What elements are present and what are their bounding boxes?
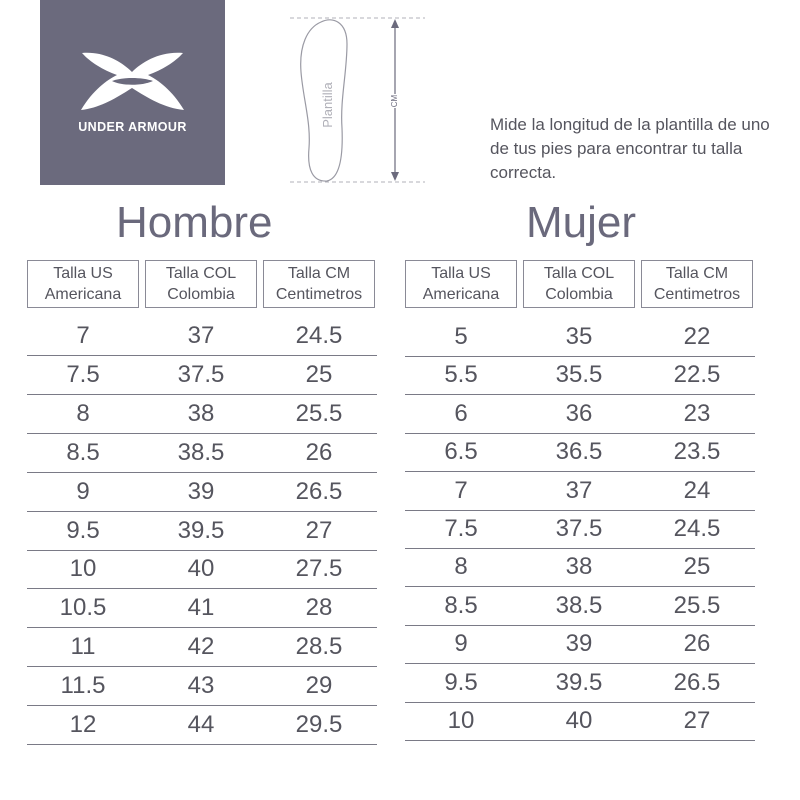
header-line2: Americana bbox=[44, 286, 122, 303]
header-line2: Centimetros bbox=[275, 286, 363, 303]
us-size-cell: 8.5 bbox=[66, 439, 100, 466]
cm-size-cell: 28.5 bbox=[295, 633, 343, 660]
col-size-cell: 37.5 bbox=[555, 515, 603, 542]
table-row bbox=[27, 434, 377, 473]
cm-size-cell: 26 bbox=[305, 439, 333, 466]
cm-size-cell: 23 bbox=[683, 400, 711, 427]
cm-size-cell: 28 bbox=[305, 594, 333, 621]
col-size-cell: 43 bbox=[187, 672, 215, 699]
col-size-cell: 42 bbox=[187, 633, 215, 660]
header-us bbox=[405, 260, 517, 308]
col-size-cell: 40 bbox=[565, 707, 593, 734]
table-row bbox=[27, 512, 377, 551]
col-size-cell: 39.5 bbox=[555, 669, 603, 696]
cm-size-cell: 25.5 bbox=[295, 400, 343, 427]
table-row bbox=[27, 589, 377, 628]
header-line1: Talla US bbox=[431, 265, 491, 282]
us-size-cell: 12 bbox=[69, 711, 97, 738]
measure-label: CM bbox=[390, 94, 400, 108]
col-size-cell: 39 bbox=[187, 478, 215, 505]
us-size-cell: 11.5 bbox=[60, 672, 106, 699]
header-line2: Colombia bbox=[545, 286, 613, 303]
header-cm bbox=[263, 260, 375, 308]
us-size-cell: 6 bbox=[454, 400, 468, 427]
col-size-cell: 38.5 bbox=[555, 592, 603, 619]
brand-name: UNDER ARMOUR bbox=[78, 120, 187, 134]
table-row bbox=[405, 702, 755, 741]
col-size-cell: 44 bbox=[187, 711, 215, 738]
cm-size-cell: 29.5 bbox=[295, 711, 343, 738]
table-row bbox=[27, 706, 377, 745]
us-size-cell: 5 bbox=[454, 323, 468, 350]
us-size-cell: 10 bbox=[447, 707, 475, 734]
col-size-cell: 38 bbox=[187, 400, 215, 427]
us-size-cell: 8 bbox=[454, 553, 468, 580]
table-row bbox=[405, 664, 755, 703]
us-size-cell: 5.5 bbox=[444, 361, 478, 388]
table-row bbox=[405, 433, 755, 472]
brand-logo bbox=[40, 0, 225, 185]
arrow-down-icon bbox=[391, 172, 399, 181]
table-row bbox=[405, 472, 755, 511]
table-row bbox=[27, 628, 377, 667]
table-row bbox=[405, 510, 755, 549]
col-size-cell: 36 bbox=[565, 400, 593, 427]
col-size-cell: 41 bbox=[187, 594, 215, 621]
us-size-cell: 11 bbox=[70, 633, 96, 660]
cm-size-cell: 23.5 bbox=[673, 438, 721, 465]
us-size-cell: 7.5 bbox=[444, 515, 478, 542]
cm-size-cell: 26.5 bbox=[295, 478, 343, 505]
col-size-cell: 39.5 bbox=[177, 517, 225, 544]
us-size-cell: 9 bbox=[454, 630, 468, 657]
table-row bbox=[405, 625, 755, 664]
header-line2: Colombia bbox=[167, 286, 235, 303]
table-row bbox=[405, 548, 755, 587]
col-size-cell: 35 bbox=[565, 323, 593, 350]
cm-size-cell: 27 bbox=[305, 517, 333, 544]
header-line1: Talla COL bbox=[543, 265, 615, 282]
table-row bbox=[27, 550, 377, 589]
cm-size-cell: 27.5 bbox=[295, 555, 343, 582]
header-us bbox=[27, 260, 139, 308]
insole-diagram bbox=[285, 10, 435, 190]
us-size-cell: 9.5 bbox=[66, 517, 100, 544]
us-size-cell: 9.5 bbox=[444, 669, 478, 696]
cm-size-cell: 26.5 bbox=[673, 669, 721, 696]
table-row bbox=[405, 587, 755, 626]
header-line1: Talla CM bbox=[665, 265, 729, 282]
table-row bbox=[27, 395, 377, 434]
cm-size-cell: 26 bbox=[683, 630, 711, 657]
us-size-cell: 7.5 bbox=[66, 361, 100, 388]
cm-size-cell: 24.5 bbox=[295, 322, 343, 349]
table-row bbox=[405, 356, 755, 395]
cm-size-cell: 22 bbox=[683, 323, 711, 350]
header-line1: Talla COL bbox=[165, 265, 237, 282]
cm-size-cell: 24 bbox=[683, 477, 711, 504]
cm-size-cell: 25 bbox=[683, 553, 711, 580]
arrow-up-icon bbox=[391, 19, 399, 28]
header-line2: Americana bbox=[422, 286, 500, 303]
header-cm bbox=[641, 260, 753, 308]
us-size-cell: 7 bbox=[454, 477, 468, 504]
col-size-cell: 35.5 bbox=[555, 361, 603, 388]
us-size-cell: 8.5 bbox=[444, 592, 478, 619]
table-row bbox=[27, 356, 377, 395]
header-col bbox=[145, 260, 257, 308]
col-size-cell: 40 bbox=[187, 555, 215, 582]
header-line1: Talla US bbox=[53, 265, 113, 282]
insole-label: Plantilla bbox=[320, 82, 335, 128]
col-size-cell: 37.5 bbox=[177, 361, 225, 388]
cm-size-cell: 27 bbox=[683, 707, 711, 734]
col-size-cell: 37 bbox=[565, 477, 593, 504]
col-size-cell: 38.5 bbox=[177, 439, 225, 466]
under-armour-logo-icon bbox=[80, 50, 185, 112]
cm-size-cell: 25 bbox=[305, 361, 333, 388]
us-size-cell: 6.5 bbox=[444, 438, 478, 465]
cm-size-cell: 24.5 bbox=[673, 515, 721, 542]
header-col bbox=[523, 260, 635, 308]
table-row bbox=[405, 318, 755, 357]
header-line2: Centimetros bbox=[653, 286, 741, 303]
men-title: Hombre bbox=[116, 198, 273, 247]
col-size-cell: 37 bbox=[187, 322, 215, 349]
us-size-cell: 8 bbox=[76, 400, 90, 427]
col-size-cell: 36.5 bbox=[555, 438, 603, 465]
women-title: Mujer bbox=[526, 198, 637, 247]
cm-size-cell: 25.5 bbox=[673, 592, 721, 619]
us-size-cell: 10.5 bbox=[59, 594, 107, 621]
col-size-cell: 39 bbox=[565, 630, 593, 657]
us-size-cell: 10 bbox=[69, 555, 97, 582]
cm-size-cell: 29 bbox=[305, 672, 333, 699]
table-row bbox=[27, 317, 377, 356]
cm-size-cell: 22.5 bbox=[673, 361, 721, 388]
header-line1: Talla CM bbox=[287, 265, 351, 282]
instruction-text: Mide la longitud de la plantilla de uno de tus pies para encontrar tu talla correcta. bbox=[490, 115, 770, 182]
table-row bbox=[27, 473, 377, 512]
table-row bbox=[27, 667, 377, 706]
col-size-cell: 38 bbox=[565, 553, 593, 580]
table-row bbox=[405, 395, 755, 434]
us-size-cell: 7 bbox=[76, 322, 90, 349]
us-size-cell: 9 bbox=[76, 478, 90, 505]
